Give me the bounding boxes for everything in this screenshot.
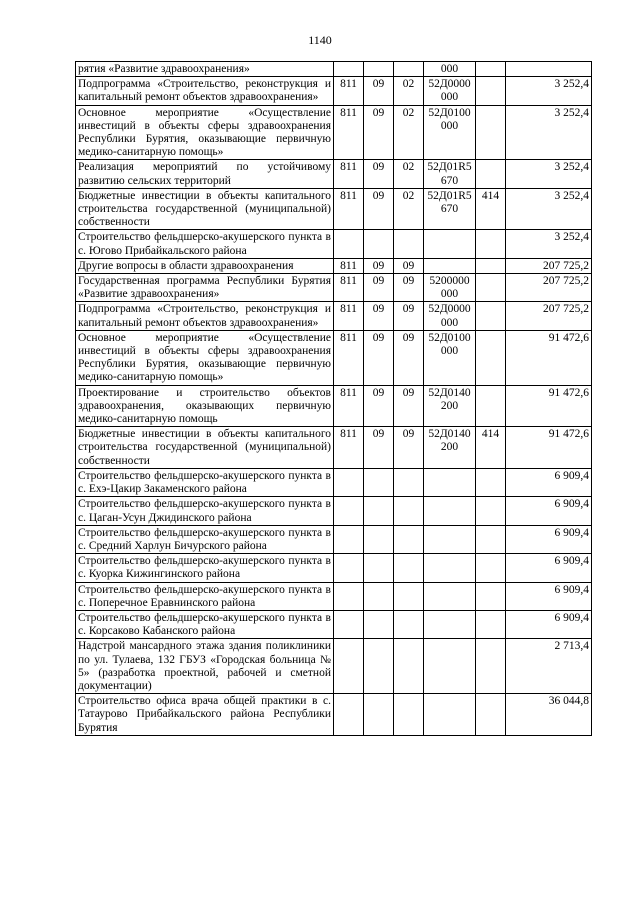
row-name-cell: Надстрой мансардного этажа здания поликлиники по ул. Тулаева, 132 ГБУЗ «Городская больница № 5» (разработка проектной, рабочей и сметной документации) — [76, 639, 334, 694]
table-row — [76, 694, 592, 736]
section-code-cell — [364, 610, 394, 638]
row-name-cell: рятия «Развитие здравоохранения» — [76, 62, 334, 77]
target-item-cell: 5200000 000 — [424, 274, 476, 302]
admin-code-cell — [334, 62, 364, 77]
subsection-code-cell — [394, 639, 424, 694]
target-item-cell: 52Д01R5 670 — [424, 160, 476, 188]
subsection-code-cell — [394, 554, 424, 582]
admin-code-cell: 811 — [334, 258, 364, 273]
row-name-cell: Строительство фельдшерско-акушерского пункта в с. Югово Прибайкальского района — [76, 230, 334, 258]
amount-cell: 91 472,6 — [506, 427, 592, 469]
section-code-cell — [364, 694, 394, 736]
expense-type-cell — [476, 160, 506, 188]
target-item-cell: 52Д0000 000 — [424, 77, 476, 105]
row-name-cell: Государственная программа Республики Бурятия «Развитие здравоохранения» — [76, 274, 334, 302]
admin-code-cell — [334, 554, 364, 582]
section-code-cell: 09 — [364, 302, 394, 330]
table-row — [76, 274, 592, 302]
table-row — [76, 582, 592, 610]
target-item-cell: 52Д0100 000 — [424, 105, 476, 160]
target-item-cell: 000 — [424, 62, 476, 77]
table-row — [76, 385, 592, 427]
amount-cell: 3 252,4 — [506, 188, 592, 230]
table-row — [76, 62, 592, 77]
target-item-cell — [424, 582, 476, 610]
subsection-code-cell — [394, 525, 424, 553]
row-name-cell: Основное мероприятие «Осуществление инвестиций в объекты сферы здравоохранения Республики Бурятия, оказывающие первичную медико-санитарную помощь» — [76, 330, 334, 385]
subsection-code-cell: 02 — [394, 188, 424, 230]
section-code-cell — [364, 554, 394, 582]
amount-cell: 207 725,2 — [506, 258, 592, 273]
section-code-cell: 09 — [364, 274, 394, 302]
subsection-code-cell: 02 — [394, 160, 424, 188]
row-name-cell: Бюджетные инвестиции в объекты капитального строительства государственной (муниципальной) собственности — [76, 188, 334, 230]
amount-cell: 6 909,4 — [506, 554, 592, 582]
target-item-cell: 52Д0000 000 — [424, 302, 476, 330]
subsection-code-cell: 09 — [394, 385, 424, 427]
amount-cell: 3 252,4 — [506, 230, 592, 258]
admin-code-cell: 811 — [334, 188, 364, 230]
expense-type-cell — [476, 639, 506, 694]
section-code-cell: 09 — [364, 77, 394, 105]
subsection-code-cell — [394, 230, 424, 258]
row-name-cell: Строительство фельдшерско-акушерского пункта в с. Средний Харлун Бичурского района — [76, 525, 334, 553]
expense-type-cell — [476, 302, 506, 330]
section-code-cell — [364, 582, 394, 610]
target-item-cell — [424, 258, 476, 273]
amount-cell — [506, 62, 592, 77]
expense-type-cell — [476, 258, 506, 273]
table-row — [76, 497, 592, 525]
subsection-code-cell — [394, 497, 424, 525]
target-item-cell — [424, 497, 476, 525]
admin-code-cell — [334, 694, 364, 736]
row-name-cell: Бюджетные инвестиции в объекты капитального строительства государственной (муниципальной) собственности — [76, 427, 334, 469]
amount-cell: 6 909,4 — [506, 582, 592, 610]
amount-cell: 3 252,4 — [506, 77, 592, 105]
table-body — [76, 62, 592, 736]
expense-type-cell — [476, 230, 506, 258]
expense-type-cell: 414 — [476, 188, 506, 230]
amount-cell: 207 725,2 — [506, 302, 592, 330]
expense-type-cell — [476, 694, 506, 736]
subsection-code-cell: 09 — [394, 302, 424, 330]
subsection-code-cell: 09 — [394, 258, 424, 273]
admin-code-cell: 811 — [334, 160, 364, 188]
expense-type-cell — [476, 330, 506, 385]
row-name-cell: Реализация мероприятий по устойчивому развитию сельских территорий — [76, 160, 334, 188]
row-name-cell: Основное мероприятие «Осуществление инвестиций в объекты сферы здравоохранения Республики Бурятия, оказывающие первичную медико-санитарную помощь» — [76, 105, 334, 160]
table-row — [76, 610, 592, 638]
table-row — [76, 188, 592, 230]
admin-code-cell — [334, 582, 364, 610]
table-row — [76, 105, 592, 160]
target-item-cell: 52Д0100 000 — [424, 330, 476, 385]
section-code-cell: 09 — [364, 330, 394, 385]
row-name-cell: Строительство фельдшерско-акушерского пункта в с. Поперечное Еравнинского района — [76, 582, 334, 610]
section-code-cell — [364, 525, 394, 553]
section-code-cell: 09 — [364, 258, 394, 273]
target-item-cell — [424, 468, 476, 496]
admin-code-cell: 811 — [334, 385, 364, 427]
amount-cell: 3 252,4 — [506, 160, 592, 188]
section-code-cell — [364, 230, 394, 258]
expense-type-cell — [476, 610, 506, 638]
subsection-code-cell: 02 — [394, 105, 424, 160]
admin-code-cell: 811 — [334, 302, 364, 330]
target-item-cell — [424, 230, 476, 258]
table-row — [76, 554, 592, 582]
subsection-code-cell — [394, 62, 424, 77]
amount-cell: 91 472,6 — [506, 330, 592, 385]
expense-type-cell: 414 — [476, 427, 506, 469]
expense-type-cell — [476, 77, 506, 105]
expense-type-cell — [476, 497, 506, 525]
table-row — [76, 230, 592, 258]
table-row — [76, 639, 592, 694]
target-item-cell — [424, 610, 476, 638]
page-number: 1140 — [308, 33, 332, 47]
row-name-cell: Строительство офиса врача общей практики в с. Татаурово Прибайкальского района Республики Бурятия — [76, 694, 334, 736]
admin-code-cell — [334, 639, 364, 694]
expense-type-cell — [476, 62, 506, 77]
section-code-cell: 09 — [364, 160, 394, 188]
row-name-cell: Подпрограмма «Строительство, реконструкция и капитальный ремонт объектов здравоохранения» — [76, 302, 334, 330]
amount-cell: 6 909,4 — [506, 610, 592, 638]
table-row — [76, 77, 592, 105]
admin-code-cell — [334, 497, 364, 525]
amount-cell: 6 909,4 — [506, 468, 592, 496]
section-code-cell — [364, 497, 394, 525]
subsection-code-cell — [394, 694, 424, 736]
row-name-cell: Подпрограмма «Строительство, реконструкция и капитальный ремонт объектов здравоохранения» — [76, 77, 334, 105]
section-code-cell — [364, 62, 394, 77]
amount-cell: 6 909,4 — [506, 525, 592, 553]
expense-type-cell — [476, 274, 506, 302]
target-item-cell — [424, 554, 476, 582]
subsection-code-cell: 09 — [394, 330, 424, 385]
expense-type-cell — [476, 105, 506, 160]
admin-code-cell: 811 — [334, 274, 364, 302]
admin-code-cell: 811 — [334, 105, 364, 160]
admin-code-cell: 811 — [334, 330, 364, 385]
row-name-cell: Строительство фельдшерско-акушерского пункта в с. Куорка Кижингинского района — [76, 554, 334, 582]
target-item-cell: 52Д0140 200 — [424, 427, 476, 469]
row-name-cell: Строительство фельдшерско-акушерского пункта в с. Цаган-Усун Джидинского района — [76, 497, 334, 525]
row-name-cell: Проектирование и строительство объектов здравоохранения, оказывающих первичную медико-санитарную помощь — [76, 385, 334, 427]
section-code-cell: 09 — [364, 105, 394, 160]
section-code-cell: 09 — [364, 427, 394, 469]
table-row — [76, 468, 592, 496]
target-item-cell — [424, 639, 476, 694]
target-item-cell: 52Д0140 200 — [424, 385, 476, 427]
admin-code-cell — [334, 610, 364, 638]
row-name-cell: Другие вопросы в области здравоохранения — [76, 258, 334, 273]
amount-cell: 2 713,4 — [506, 639, 592, 694]
budget-table — [75, 61, 592, 736]
table-row — [76, 258, 592, 273]
amount-cell: 91 472,6 — [506, 385, 592, 427]
table-row — [76, 427, 592, 469]
admin-code-cell — [334, 230, 364, 258]
admin-code-cell — [334, 525, 364, 553]
target-item-cell: 52Д01R5 670 — [424, 188, 476, 230]
subsection-code-cell — [394, 468, 424, 496]
subsection-code-cell — [394, 582, 424, 610]
table-row — [76, 160, 592, 188]
admin-code-cell — [334, 468, 364, 496]
amount-cell: 207 725,2 — [506, 274, 592, 302]
admin-code-cell: 811 — [334, 77, 364, 105]
subsection-code-cell: 02 — [394, 77, 424, 105]
amount-cell: 36 044,8 — [506, 694, 592, 736]
subsection-code-cell: 09 — [394, 427, 424, 469]
table-row — [76, 330, 592, 385]
section-code-cell — [364, 468, 394, 496]
row-name-cell: Строительство фельдшерско-акушерского пункта в с. Ехэ-Цакир Закаменского района — [76, 468, 334, 496]
expense-type-cell — [476, 385, 506, 427]
subsection-code-cell — [394, 610, 424, 638]
row-name-cell: Строительство фельдшерско-акушерского пункта в с. Корсаково Кабанского района — [76, 610, 334, 638]
expense-type-cell — [476, 525, 506, 553]
target-item-cell — [424, 694, 476, 736]
amount-cell: 6 909,4 — [506, 497, 592, 525]
expense-type-cell — [476, 554, 506, 582]
subsection-code-cell: 09 — [394, 274, 424, 302]
admin-code-cell: 811 — [334, 427, 364, 469]
table-row — [76, 302, 592, 330]
section-code-cell: 09 — [364, 385, 394, 427]
table-row — [76, 525, 592, 553]
amount-cell: 3 252,4 — [506, 105, 592, 160]
section-code-cell — [364, 639, 394, 694]
target-item-cell — [424, 525, 476, 553]
expense-type-cell — [476, 468, 506, 496]
section-code-cell: 09 — [364, 188, 394, 230]
expense-type-cell — [476, 582, 506, 610]
